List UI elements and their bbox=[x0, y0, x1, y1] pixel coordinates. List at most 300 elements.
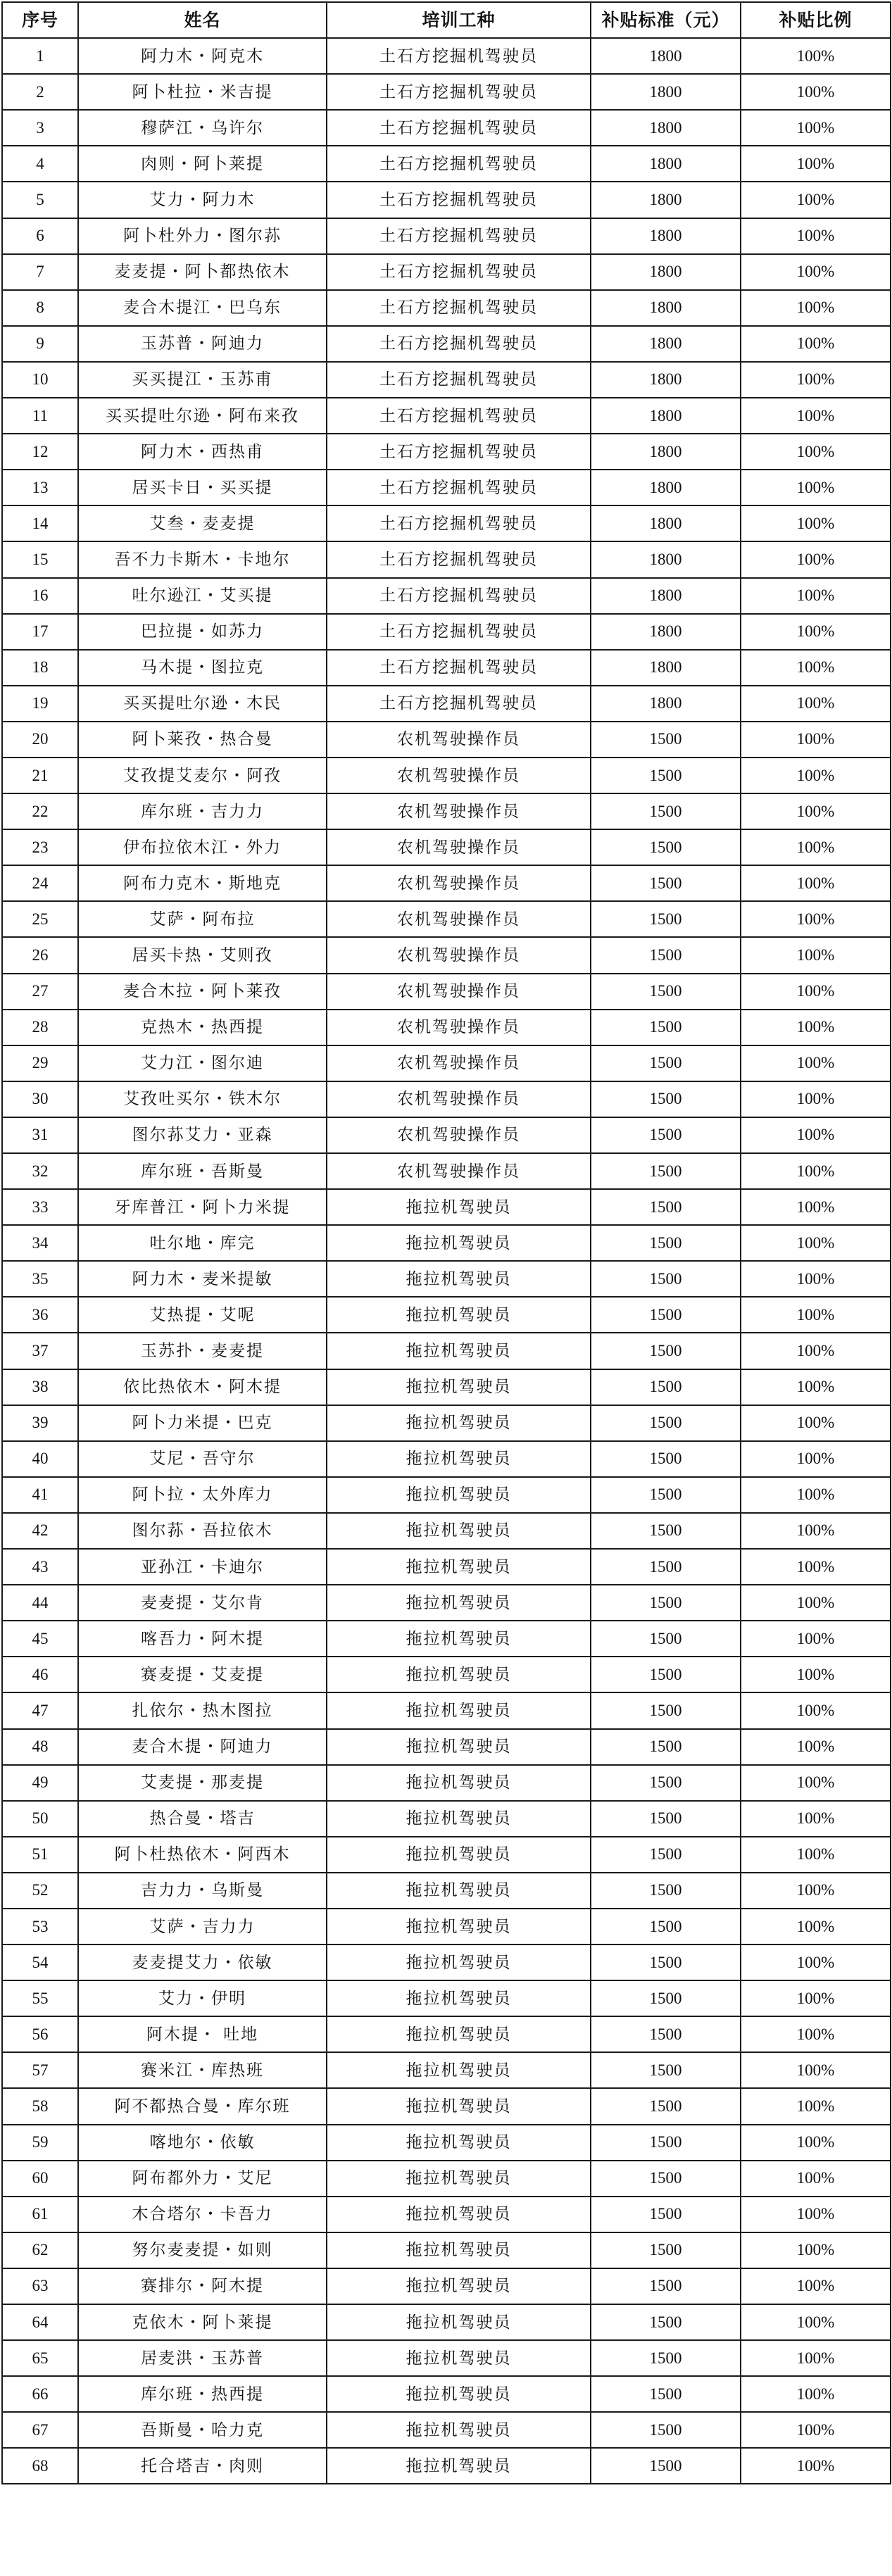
cell-name: 库尔班・吉力力 bbox=[78, 793, 327, 829]
cell-subsidy-ratio: 100% bbox=[741, 398, 891, 434]
cell-training-type: 拖拉机驾驶员 bbox=[327, 2412, 591, 2448]
cell-serial-number: 65 bbox=[2, 2340, 78, 2376]
cell-serial-number: 60 bbox=[2, 2161, 78, 2197]
cell-name: 阿力木・西热甫 bbox=[78, 434, 327, 470]
cell-name: 托合塔吉・肉则 bbox=[78, 2448, 327, 2484]
table-row bbox=[2, 1225, 891, 1261]
cell-subsidy-ratio: 100% bbox=[741, 1261, 891, 1297]
cell-subsidy-ratio: 100% bbox=[741, 614, 891, 650]
table-row bbox=[2, 1873, 891, 1909]
cell-serial-number: 66 bbox=[2, 2376, 78, 2412]
cell-training-type: 拖拉机驾驶员 bbox=[327, 1225, 591, 1261]
cell-subsidy-ratio: 100% bbox=[741, 1621, 891, 1657]
cell-name: 依比热依木・阿木提 bbox=[78, 1369, 327, 1405]
cell-serial-number: 20 bbox=[2, 722, 78, 758]
cell-training-type: 农机驾驶操作员 bbox=[327, 1081, 591, 1117]
cell-training-type: 土石方挖掘机驾驶员 bbox=[327, 110, 591, 146]
cell-subsidy-amount: 1800 bbox=[591, 505, 741, 541]
cell-name: 买买提吐尔逊・阿布来孜 bbox=[78, 398, 327, 434]
cell-subsidy-ratio: 100% bbox=[741, 1441, 891, 1477]
cell-subsidy-amount: 1500 bbox=[591, 1657, 741, 1692]
cell-serial-number: 9 bbox=[2, 326, 78, 362]
table-row bbox=[2, 1980, 891, 2016]
cell-subsidy-ratio: 100% bbox=[741, 1189, 891, 1225]
cell-name: 克热木・热西提 bbox=[78, 1010, 327, 1045]
cell-subsidy-ratio: 100% bbox=[741, 1405, 891, 1441]
table-row bbox=[2, 2016, 891, 2052]
table-row bbox=[2, 1585, 891, 1621]
cell-subsidy-amount: 1500 bbox=[591, 2125, 741, 2161]
table-row bbox=[2, 2448, 891, 2484]
cell-subsidy-amount: 1800 bbox=[591, 434, 741, 470]
cell-training-type: 拖拉机驾驶员 bbox=[327, 1189, 591, 1225]
cell-subsidy-ratio: 100% bbox=[741, 758, 891, 793]
cell-training-type: 农机驾驶操作员 bbox=[327, 722, 591, 758]
cell-name: 喀吾力・阿木提 bbox=[78, 1621, 327, 1657]
table-row bbox=[2, 470, 891, 505]
cell-subsidy-ratio: 100% bbox=[741, 1081, 891, 1117]
header-serial-number: 序号 bbox=[2, 2, 78, 38]
cell-subsidy-amount: 1500 bbox=[591, 1297, 741, 1333]
cell-name: 伊布拉依木江・外力 bbox=[78, 829, 327, 865]
cell-subsidy-ratio: 100% bbox=[741, 1477, 891, 1513]
cell-name: 图尔荪・吾拉依木 bbox=[78, 1513, 327, 1549]
cell-subsidy-ratio: 100% bbox=[741, 865, 891, 901]
cell-training-type: 拖拉机驾驶员 bbox=[327, 1657, 591, 1692]
cell-name: 图尔荪艾力・亚森 bbox=[78, 1117, 327, 1153]
cell-training-type: 农机驾驶操作员 bbox=[327, 1117, 591, 1153]
cell-training-type: 拖拉机驾驶员 bbox=[327, 1944, 591, 1980]
cell-serial-number: 23 bbox=[2, 829, 78, 865]
cell-subsidy-ratio: 100% bbox=[741, 2340, 891, 2376]
cell-subsidy-amount: 1800 bbox=[591, 650, 741, 686]
cell-name: 麦麦提艾力・依敏 bbox=[78, 1944, 327, 1980]
cell-subsidy-amount: 1500 bbox=[591, 722, 741, 758]
table-row bbox=[2, 1297, 891, 1333]
cell-training-type: 拖拉机驾驶员 bbox=[327, 1585, 591, 1621]
cell-subsidy-amount: 1800 bbox=[591, 541, 741, 577]
cell-serial-number: 17 bbox=[2, 614, 78, 650]
cell-training-type: 拖拉机驾驶员 bbox=[327, 1333, 591, 1369]
cell-training-type: 土石方挖掘机驾驶员 bbox=[327, 434, 591, 470]
cell-subsidy-ratio: 100% bbox=[741, 254, 891, 290]
cell-name: 赛排尔・阿木提 bbox=[78, 2268, 327, 2304]
cell-subsidy-amount: 1500 bbox=[591, 793, 741, 829]
table-row bbox=[2, 1010, 891, 1045]
cell-serial-number: 39 bbox=[2, 1405, 78, 1441]
cell-name: 喀地尔・依敏 bbox=[78, 2125, 327, 2161]
cell-name: 热合曼・塔吉 bbox=[78, 1801, 327, 1837]
cell-subsidy-amount: 1800 bbox=[591, 218, 741, 254]
cell-training-type: 土石方挖掘机驾驶员 bbox=[327, 650, 591, 686]
table-row bbox=[2, 1692, 891, 1728]
cell-subsidy-amount: 1500 bbox=[591, 1585, 741, 1621]
cell-name: 阿卜杜热依木・阿西木 bbox=[78, 1837, 327, 1873]
cell-training-type: 农机驾驶操作员 bbox=[327, 865, 591, 901]
cell-subsidy-amount: 1500 bbox=[591, 2016, 741, 2052]
cell-name: 木合塔尔・卡吾力 bbox=[78, 2197, 327, 2232]
cell-subsidy-ratio: 100% bbox=[741, 829, 891, 865]
table-row bbox=[2, 974, 891, 1010]
cell-serial-number: 44 bbox=[2, 1585, 78, 1621]
cell-training-type: 农机驾驶操作员 bbox=[327, 793, 591, 829]
cell-serial-number: 14 bbox=[2, 505, 78, 541]
cell-subsidy-amount: 1500 bbox=[591, 2376, 741, 2412]
cell-serial-number: 6 bbox=[2, 218, 78, 254]
cell-name: 居麦洪・玉苏普 bbox=[78, 2340, 327, 2376]
cell-name: 阿布力克木・斯地克 bbox=[78, 865, 327, 901]
cell-training-type: 拖拉机驾驶员 bbox=[327, 2268, 591, 2304]
table-row bbox=[2, 2125, 891, 2161]
table-row bbox=[2, 1837, 891, 1873]
table-row bbox=[2, 1441, 891, 1477]
cell-subsidy-amount: 1800 bbox=[591, 578, 741, 614]
cell-subsidy-amount: 1500 bbox=[591, 1369, 741, 1405]
table-row bbox=[2, 1657, 891, 1692]
cell-training-type: 拖拉机驾驶员 bbox=[327, 1621, 591, 1657]
cell-training-type: 拖拉机驾驶员 bbox=[327, 2052, 591, 2088]
cell-subsidy-amount: 1500 bbox=[591, 1909, 741, 1944]
cell-subsidy-amount: 1800 bbox=[591, 110, 741, 146]
cell-subsidy-ratio: 100% bbox=[741, 1010, 891, 1045]
cell-name: 阿卜莱孜・热合曼 bbox=[78, 722, 327, 758]
cell-training-type: 拖拉机驾驶员 bbox=[327, 1477, 591, 1513]
cell-subsidy-amount: 1800 bbox=[591, 182, 741, 218]
table-row bbox=[2, 290, 891, 326]
cell-subsidy-ratio: 100% bbox=[741, 1801, 891, 1837]
cell-serial-number: 57 bbox=[2, 2052, 78, 2088]
cell-name: 艾尼・吾守尔 bbox=[78, 1441, 327, 1477]
cell-subsidy-ratio: 100% bbox=[741, 650, 891, 686]
cell-serial-number: 31 bbox=[2, 1117, 78, 1153]
cell-training-type: 土石方挖掘机驾驶员 bbox=[327, 614, 591, 650]
cell-training-type: 土石方挖掘机驾驶员 bbox=[327, 505, 591, 541]
table-row bbox=[2, 722, 891, 758]
cell-subsidy-ratio: 100% bbox=[741, 2088, 891, 2124]
cell-subsidy-ratio: 100% bbox=[741, 1585, 891, 1621]
table-row bbox=[2, 218, 891, 254]
cell-subsidy-amount: 1800 bbox=[591, 254, 741, 290]
cell-subsidy-ratio: 100% bbox=[741, 2232, 891, 2268]
cell-name: 艾萨・阿布拉 bbox=[78, 901, 327, 937]
table-row bbox=[2, 829, 891, 865]
cell-subsidy-amount: 1500 bbox=[591, 1405, 741, 1441]
table-row bbox=[2, 1369, 891, 1405]
header-training-type: 培训工种 bbox=[327, 2, 591, 38]
cell-serial-number: 4 bbox=[2, 146, 78, 182]
cell-subsidy-amount: 1800 bbox=[591, 326, 741, 362]
table-row bbox=[2, 110, 891, 146]
cell-training-type: 农机驾驶操作员 bbox=[327, 1153, 591, 1189]
cell-name: 麦麦提・阿卜都热依木 bbox=[78, 254, 327, 290]
cell-name: 吐尔逊江・艾买提 bbox=[78, 578, 327, 614]
cell-serial-number: 47 bbox=[2, 1692, 78, 1728]
table-row bbox=[2, 2052, 891, 2088]
cell-training-type: 拖拉机驾驶员 bbox=[327, 2232, 591, 2268]
cell-subsidy-amount: 1500 bbox=[591, 2052, 741, 2088]
cell-name: 阿力木・阿克木 bbox=[78, 38, 327, 74]
cell-subsidy-amount: 1500 bbox=[591, 1729, 741, 1765]
cell-subsidy-ratio: 100% bbox=[741, 1549, 891, 1585]
cell-serial-number: 41 bbox=[2, 1477, 78, 1513]
table-body bbox=[2, 38, 891, 2484]
cell-serial-number: 13 bbox=[2, 470, 78, 505]
cell-serial-number: 53 bbox=[2, 1909, 78, 1944]
cell-subsidy-amount: 1800 bbox=[591, 146, 741, 182]
cell-serial-number: 36 bbox=[2, 1297, 78, 1333]
cell-subsidy-ratio: 100% bbox=[741, 1980, 891, 2016]
cell-subsidy-ratio: 100% bbox=[741, 434, 891, 470]
cell-subsidy-ratio: 100% bbox=[741, 326, 891, 362]
cell-name: 居买卡日・买买提 bbox=[78, 470, 327, 505]
cell-name: 肉则・阿卜莱提 bbox=[78, 146, 327, 182]
cell-training-type: 土石方挖掘机驾驶员 bbox=[327, 578, 591, 614]
cell-name: 阿卜杜拉・米吉提 bbox=[78, 74, 327, 110]
cell-name: 玉苏普・阿迪力 bbox=[78, 326, 327, 362]
cell-subsidy-amount: 1500 bbox=[591, 2268, 741, 2304]
cell-subsidy-amount: 1500 bbox=[591, 1441, 741, 1477]
cell-name: 吾不力卡斯木・卡地尔 bbox=[78, 541, 327, 577]
cell-training-type: 农机驾驶操作员 bbox=[327, 1010, 591, 1045]
cell-subsidy-amount: 1500 bbox=[591, 1765, 741, 1801]
cell-training-type: 拖拉机驾驶员 bbox=[327, 2197, 591, 2232]
cell-subsidy-ratio: 100% bbox=[741, 2376, 891, 2412]
cell-serial-number: 18 bbox=[2, 650, 78, 686]
cell-name: 阿卜拉・太外库力 bbox=[78, 1477, 327, 1513]
table-row bbox=[2, 2088, 891, 2124]
cell-training-type: 拖拉机驾驶员 bbox=[327, 2016, 591, 2052]
cell-serial-number: 32 bbox=[2, 1153, 78, 1189]
cell-serial-number: 67 bbox=[2, 2412, 78, 2448]
cell-name: 艾萨・吉力力 bbox=[78, 1909, 327, 1944]
cell-serial-number: 28 bbox=[2, 1010, 78, 1045]
cell-subsidy-amount: 1500 bbox=[591, 1477, 741, 1513]
table-row bbox=[2, 2232, 891, 2268]
cell-subsidy-amount: 1800 bbox=[591, 470, 741, 505]
cell-training-type: 农机驾驶操作员 bbox=[327, 901, 591, 937]
cell-training-type: 土石方挖掘机驾驶员 bbox=[327, 146, 591, 182]
table-row bbox=[2, 1909, 891, 1944]
table-row bbox=[2, 2340, 891, 2376]
cell-subsidy-amount: 1500 bbox=[591, 901, 741, 937]
cell-subsidy-ratio: 100% bbox=[741, 1513, 891, 1549]
cell-name: 艾力江・图尔迪 bbox=[78, 1045, 327, 1081]
cell-subsidy-ratio: 100% bbox=[741, 793, 891, 829]
cell-name: 买买提吐尔逊・木民 bbox=[78, 686, 327, 722]
cell-subsidy-ratio: 100% bbox=[741, 1944, 891, 1980]
cell-name: 努尔麦麦提・如则 bbox=[78, 2232, 327, 2268]
table-row bbox=[2, 865, 891, 901]
header-name: 姓名 bbox=[78, 2, 327, 38]
table-row bbox=[2, 758, 891, 793]
cell-name: 艾孜吐买尔・铁木尔 bbox=[78, 1081, 327, 1117]
cell-name: 库尔班・热西提 bbox=[78, 2376, 327, 2412]
cell-training-type: 拖拉机驾驶员 bbox=[327, 1549, 591, 1585]
table-row bbox=[2, 1621, 891, 1657]
cell-subsidy-ratio: 100% bbox=[741, 1657, 891, 1692]
cell-serial-number: 29 bbox=[2, 1045, 78, 1081]
table-row bbox=[2, 686, 891, 722]
cell-training-type: 农机驾驶操作员 bbox=[327, 937, 591, 973]
table-row bbox=[2, 1333, 891, 1369]
cell-training-type: 农机驾驶操作员 bbox=[327, 1045, 591, 1081]
cell-name: 巴拉提・如苏力 bbox=[78, 614, 327, 650]
cell-subsidy-ratio: 100% bbox=[741, 1692, 891, 1728]
cell-subsidy-ratio: 100% bbox=[741, 1873, 891, 1909]
cell-name: 麦合木拉・阿卜莱孜 bbox=[78, 974, 327, 1010]
cell-serial-number: 63 bbox=[2, 2268, 78, 2304]
cell-training-type: 拖拉机驾驶员 bbox=[327, 1441, 591, 1477]
cell-name: 麦合木提・阿迪力 bbox=[78, 1729, 327, 1765]
cell-subsidy-ratio: 100% bbox=[741, 2161, 891, 2197]
cell-subsidy-ratio: 100% bbox=[741, 2268, 891, 2304]
cell-training-type: 土石方挖掘机驾驶员 bbox=[327, 290, 591, 326]
cell-name: 阿布都外力・艾尼 bbox=[78, 2161, 327, 2197]
table-row bbox=[2, 74, 891, 110]
cell-subsidy-ratio: 100% bbox=[741, 1297, 891, 1333]
table-row bbox=[2, 505, 891, 541]
cell-serial-number: 33 bbox=[2, 1189, 78, 1225]
table-row bbox=[2, 182, 891, 218]
cell-subsidy-amount: 1500 bbox=[591, 1837, 741, 1873]
cell-subsidy-ratio: 100% bbox=[741, 2016, 891, 2052]
cell-serial-number: 11 bbox=[2, 398, 78, 434]
table-row bbox=[2, 793, 891, 829]
cell-name: 赛米江・库热班 bbox=[78, 2052, 327, 2088]
cell-subsidy-amount: 1500 bbox=[591, 2161, 741, 2197]
cell-subsidy-amount: 1800 bbox=[591, 290, 741, 326]
cell-serial-number: 45 bbox=[2, 1621, 78, 1657]
cell-subsidy-amount: 1500 bbox=[591, 1333, 741, 1369]
cell-serial-number: 5 bbox=[2, 182, 78, 218]
cell-serial-number: 43 bbox=[2, 1549, 78, 1585]
cell-name: 阿木提・ 吐地 bbox=[78, 2016, 327, 2052]
cell-training-type: 农机驾驶操作员 bbox=[327, 829, 591, 865]
table-row bbox=[2, 434, 891, 470]
cell-subsidy-ratio: 100% bbox=[741, 38, 891, 74]
cell-training-type: 拖拉机驾驶员 bbox=[327, 2376, 591, 2412]
cell-serial-number: 24 bbox=[2, 865, 78, 901]
cell-subsidy-ratio: 100% bbox=[741, 182, 891, 218]
table-row bbox=[2, 146, 891, 182]
cell-name: 艾力・阿力木 bbox=[78, 182, 327, 218]
cell-training-type: 拖拉机驾驶员 bbox=[327, 1801, 591, 1837]
cell-subsidy-ratio: 100% bbox=[741, 1225, 891, 1261]
cell-name: 阿不都热合曼・库尔班 bbox=[78, 2088, 327, 2124]
cell-serial-number: 49 bbox=[2, 1765, 78, 1801]
cell-training-type: 拖拉机驾驶员 bbox=[327, 1873, 591, 1909]
table-row bbox=[2, 901, 891, 937]
cell-serial-number: 27 bbox=[2, 974, 78, 1010]
cell-subsidy-amount: 1500 bbox=[591, 937, 741, 973]
cell-subsidy-amount: 1800 bbox=[591, 398, 741, 434]
cell-name: 吾斯曼・哈力克 bbox=[78, 2412, 327, 2448]
table-row bbox=[2, 541, 891, 577]
cell-serial-number: 15 bbox=[2, 541, 78, 577]
cell-subsidy-amount: 1500 bbox=[591, 2088, 741, 2124]
cell-subsidy-ratio: 100% bbox=[741, 974, 891, 1010]
cell-serial-number: 1 bbox=[2, 38, 78, 74]
table-row bbox=[2, 1765, 891, 1801]
cell-subsidy-amount: 1500 bbox=[591, 1189, 741, 1225]
table-row bbox=[2, 1189, 891, 1225]
cell-serial-number: 58 bbox=[2, 2088, 78, 2124]
cell-subsidy-amount: 1800 bbox=[591, 362, 741, 398]
cell-training-type: 拖拉机驾驶员 bbox=[327, 1980, 591, 2016]
cell-subsidy-amount: 1500 bbox=[591, 2197, 741, 2232]
table-row bbox=[2, 2268, 891, 2304]
cell-subsidy-ratio: 100% bbox=[741, 1333, 891, 1369]
table-row bbox=[2, 38, 891, 74]
cell-serial-number: 37 bbox=[2, 1333, 78, 1369]
cell-serial-number: 64 bbox=[2, 2304, 78, 2340]
cell-subsidy-amount: 1500 bbox=[591, 1692, 741, 1728]
cell-subsidy-amount: 1800 bbox=[591, 74, 741, 110]
cell-training-type: 拖拉机驾驶员 bbox=[327, 1692, 591, 1728]
cell-training-type: 土石方挖掘机驾驶员 bbox=[327, 470, 591, 505]
table-row bbox=[2, 2412, 891, 2448]
cell-subsidy-ratio: 100% bbox=[741, 1369, 891, 1405]
cell-subsidy-ratio: 100% bbox=[741, 2448, 891, 2484]
table-row bbox=[2, 1549, 891, 1585]
cell-serial-number: 12 bbox=[2, 434, 78, 470]
header-subsidy-amount: 补贴标准（元） bbox=[591, 2, 741, 38]
cell-subsidy-amount: 1500 bbox=[591, 1153, 741, 1189]
cell-training-type: 拖拉机驾驶员 bbox=[327, 1261, 591, 1297]
cell-serial-number: 30 bbox=[2, 1081, 78, 1117]
cell-serial-number: 55 bbox=[2, 1980, 78, 2016]
cell-training-type: 土石方挖掘机驾驶员 bbox=[327, 182, 591, 218]
cell-training-type: 拖拉机驾驶员 bbox=[327, 1909, 591, 1944]
cell-serial-number: 52 bbox=[2, 1873, 78, 1909]
cell-serial-number: 10 bbox=[2, 362, 78, 398]
cell-subsidy-amount: 1500 bbox=[591, 2304, 741, 2340]
cell-training-type: 土石方挖掘机驾驶员 bbox=[327, 38, 591, 74]
cell-subsidy-amount: 1500 bbox=[591, 2412, 741, 2448]
table-row bbox=[2, 2197, 891, 2232]
cell-serial-number: 42 bbox=[2, 1513, 78, 1549]
table-row bbox=[2, 2304, 891, 2340]
subsidy-roster-table bbox=[1, 1, 891, 2484]
table-row bbox=[2, 1045, 891, 1081]
cell-serial-number: 51 bbox=[2, 1837, 78, 1873]
table-header-row bbox=[2, 2, 891, 38]
cell-serial-number: 34 bbox=[2, 1225, 78, 1261]
cell-training-type: 拖拉机驾驶员 bbox=[327, 2448, 591, 2484]
cell-name: 马木提・图拉克 bbox=[78, 650, 327, 686]
table-row bbox=[2, 1153, 891, 1189]
cell-subsidy-ratio: 100% bbox=[741, 1153, 891, 1189]
cell-serial-number: 7 bbox=[2, 254, 78, 290]
cell-training-type: 土石方挖掘机驾驶员 bbox=[327, 686, 591, 722]
cell-subsidy-amount: 1800 bbox=[591, 38, 741, 74]
table-row bbox=[2, 614, 891, 650]
cell-serial-number: 2 bbox=[2, 74, 78, 110]
cell-name: 吉力力・乌斯曼 bbox=[78, 1873, 327, 1909]
cell-serial-number: 19 bbox=[2, 686, 78, 722]
cell-subsidy-ratio: 100% bbox=[741, 74, 891, 110]
cell-subsidy-ratio: 100% bbox=[741, 146, 891, 182]
cell-subsidy-amount: 1500 bbox=[591, 1621, 741, 1657]
cell-subsidy-ratio: 100% bbox=[741, 362, 891, 398]
cell-subsidy-amount: 1500 bbox=[591, 2448, 741, 2484]
cell-subsidy-ratio: 100% bbox=[741, 2125, 891, 2161]
cell-name: 艾热提・艾呢 bbox=[78, 1297, 327, 1333]
cell-serial-number: 35 bbox=[2, 1261, 78, 1297]
cell-subsidy-ratio: 100% bbox=[741, 2197, 891, 2232]
cell-name: 库尔班・吾斯曼 bbox=[78, 1153, 327, 1189]
cell-subsidy-amount: 1500 bbox=[591, 1980, 741, 2016]
